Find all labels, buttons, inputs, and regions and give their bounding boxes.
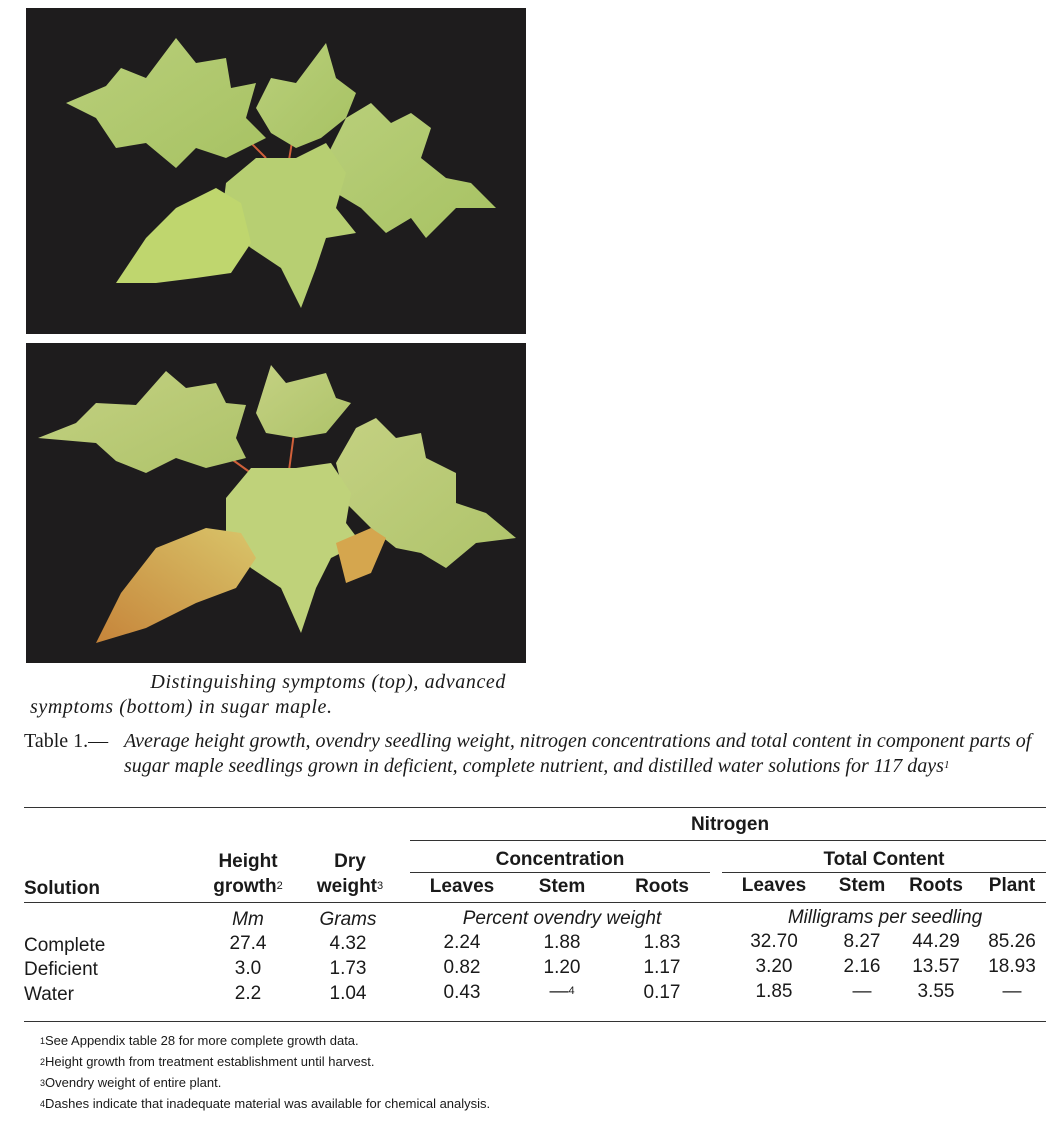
header-height-2: growth$^2$ bbox=[213, 876, 283, 897]
cell-total-leaves: 32.70 bbox=[750, 931, 798, 952]
photo-distinguishing-symptoms bbox=[26, 8, 526, 334]
cell-total-stem: 8.27 bbox=[843, 931, 881, 952]
concentration-rule bbox=[410, 872, 710, 873]
header-total-stem: Stem bbox=[838, 875, 886, 896]
table-top-rule bbox=[24, 807, 1046, 808]
cell-total-roots: 44.29 bbox=[912, 931, 960, 952]
header-bottom-rule bbox=[24, 902, 1046, 903]
maple-leaves-bottom-image bbox=[26, 343, 526, 663]
cell-total-roots: 3.55 bbox=[917, 981, 955, 1002]
unit-dry: Grams bbox=[319, 909, 377, 930]
cell-height: 27.4 bbox=[229, 933, 267, 954]
footnote-1: $^1$See Appendix table 28 for more complete growth data. bbox=[40, 1033, 359, 1048]
cell-conc-roots: 1.17 bbox=[643, 957, 681, 978]
cell-total-plant: — bbox=[1002, 981, 1022, 1002]
cell-conc-stem: 1.88 bbox=[543, 932, 581, 953]
cell-solution: Deficient bbox=[24, 959, 98, 980]
unit-content: Milligrams per seedling bbox=[787, 907, 983, 928]
header-dry-2: weight$^3$ bbox=[316, 876, 384, 897]
header-height-1: Height bbox=[218, 851, 278, 872]
cell-conc-stem: —$^4$ bbox=[549, 981, 575, 1002]
cell-height: 3.0 bbox=[234, 958, 262, 979]
table-bottom-rule bbox=[24, 1021, 1046, 1022]
cell-total-stem: 2.16 bbox=[843, 956, 881, 977]
header-total-content: Total Content bbox=[823, 849, 945, 870]
cell-conc-leaves: 2.24 bbox=[443, 932, 481, 953]
cell-total-plant: 85.26 bbox=[988, 931, 1036, 952]
maple-leaves-top-image bbox=[26, 8, 526, 334]
header-dry-1: Dry bbox=[334, 851, 366, 872]
cell-dry: 4.32 bbox=[329, 933, 367, 954]
cell-height: 2.2 bbox=[234, 983, 262, 1004]
header-total-roots: Roots bbox=[909, 875, 963, 896]
figure-caption bbox=[30, 670, 520, 720]
table-label: Table 1.— bbox=[24, 730, 109, 752]
photo-advanced-symptoms bbox=[26, 343, 526, 663]
header-conc-roots: Roots bbox=[635, 876, 689, 897]
cell-conc-roots: 0.17 bbox=[643, 982, 681, 1003]
cell-conc-stem: 1.20 bbox=[543, 957, 581, 978]
cell-total-plant: 18.93 bbox=[988, 956, 1036, 977]
unit-height: Mm bbox=[232, 909, 264, 930]
cell-total-leaves: 3.20 bbox=[755, 956, 793, 977]
cell-dry: 1.04 bbox=[329, 983, 367, 1004]
cell-conc-roots: 1.83 bbox=[643, 932, 681, 953]
cell-solution: Water bbox=[24, 984, 74, 1005]
header-total-plant: Plant bbox=[988, 875, 1036, 896]
cell-solution: Complete bbox=[24, 935, 106, 956]
unit-concentration: Percent ovendry weight bbox=[462, 908, 662, 929]
header-conc-leaves: Leaves bbox=[429, 876, 495, 897]
cell-total-stem: — bbox=[852, 981, 872, 1002]
table-title-text: Average height growth, ovendry seedling weight, nitrogen concentrations and total content in component parts of sugar maple seedlings grown in deficient, complete nutrient, and distilled water solutions for 117 days$^1$ bbox=[124, 730, 1032, 777]
footnote-4: $^4$Dashes indicate that inadequate material was available for chemical analysis. bbox=[40, 1096, 491, 1111]
cell-dry: 1.73 bbox=[329, 958, 367, 979]
cell-conc-leaves: 0.82 bbox=[443, 957, 481, 978]
nitrogen-rule bbox=[410, 840, 1046, 841]
caption-line-1: Distinguishing symptoms (top), advanced bbox=[150, 671, 506, 693]
cell-conc-leaves: 0.43 bbox=[443, 982, 481, 1003]
header-conc-stem: Stem bbox=[538, 876, 586, 897]
header-nitrogen: Nitrogen bbox=[690, 814, 770, 835]
cell-total-leaves: 1.85 bbox=[755, 981, 793, 1002]
header-solution: Solution bbox=[24, 878, 100, 899]
header-total-leaves: Leaves bbox=[741, 875, 807, 896]
cell-total-roots: 13.57 bbox=[912, 956, 960, 977]
total-content-rule bbox=[722, 872, 1046, 873]
title-footnote-mark: 1 bbox=[943, 759, 950, 771]
header-concentration: Concentration bbox=[495, 849, 625, 870]
footnote-3: $^3$Ovendry weight of entire plant. bbox=[40, 1075, 222, 1090]
caption-line-2: symptoms (bottom) in sugar maple. bbox=[30, 696, 333, 718]
footnote-2: $^2$Height growth from treatment establishment until harvest. bbox=[40, 1054, 375, 1069]
